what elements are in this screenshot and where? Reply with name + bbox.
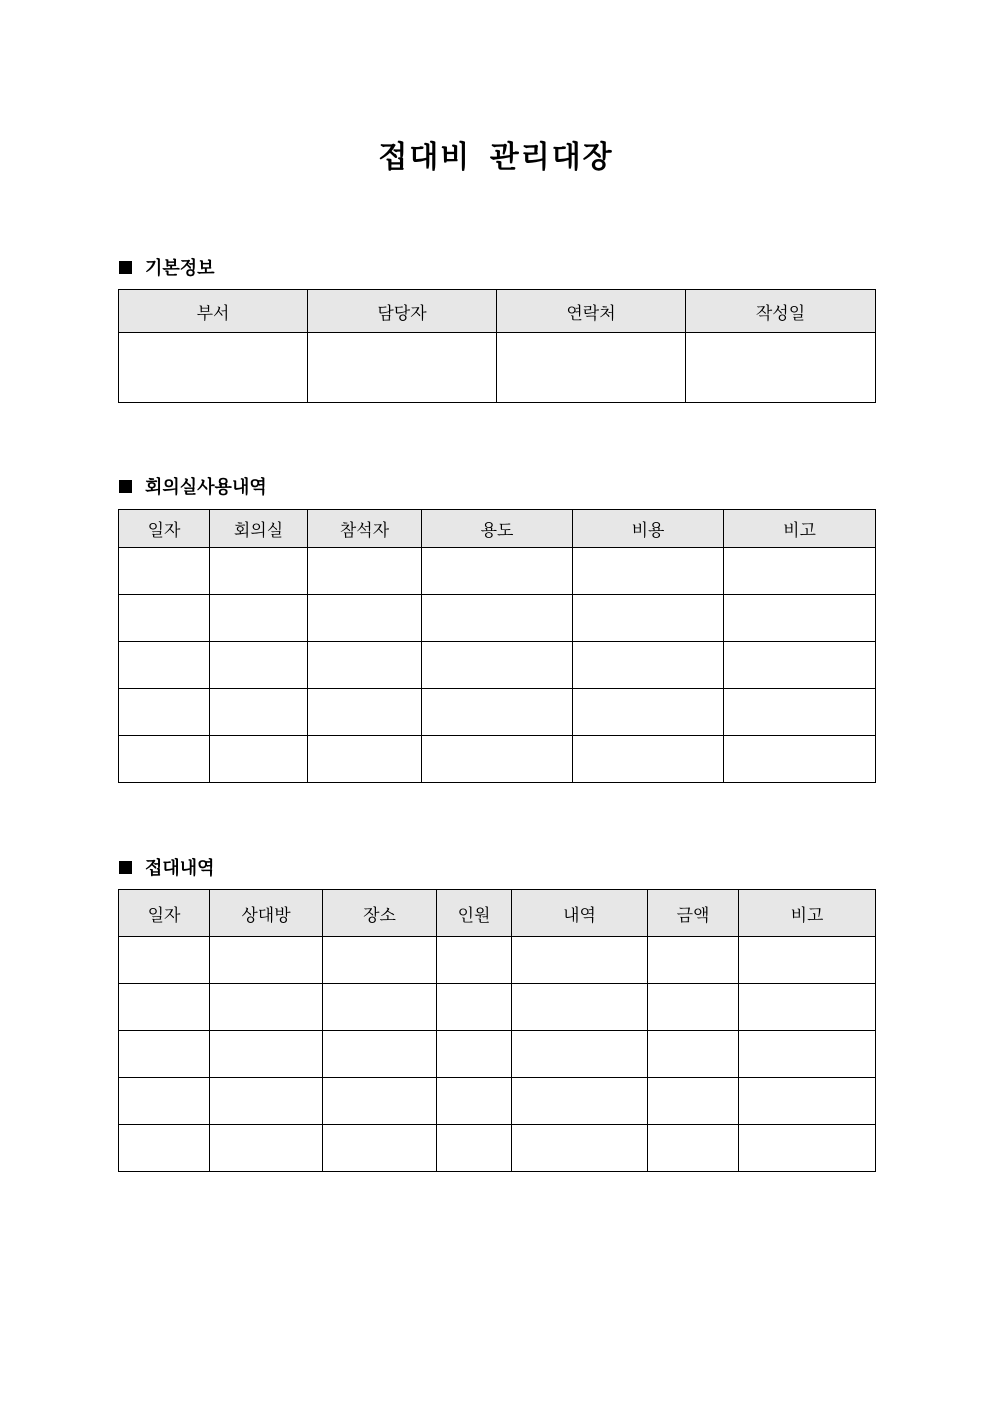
table-cell[interactable] <box>724 642 876 689</box>
table-header-row <box>119 510 876 548</box>
table-cell[interactable] <box>437 1078 512 1125</box>
table-cell[interactable] <box>437 984 512 1031</box>
table-cell[interactable] <box>308 548 422 595</box>
section-heading-meeting-room <box>119 473 267 499</box>
column-header: 비고 <box>739 890 876 937</box>
table-cell[interactable] <box>724 595 876 642</box>
table-cell[interactable] <box>119 1078 210 1125</box>
table-cell[interactable] <box>573 736 724 783</box>
column-header: 회의실 <box>210 510 308 548</box>
table-cell[interactable] <box>739 937 876 984</box>
table-cell[interactable] <box>119 642 210 689</box>
table-cell[interactable] <box>210 548 308 595</box>
basic-info-table <box>118 289 876 403</box>
section-heading-basic-info <box>119 254 215 280</box>
column-header: 인원 <box>437 890 512 937</box>
meeting-room-table <box>118 509 876 783</box>
manager-cell[interactable] <box>308 333 497 403</box>
column-header: 내역 <box>512 890 648 937</box>
square-bullet-icon <box>119 480 132 493</box>
table-cell[interactable] <box>512 1031 648 1078</box>
table-cell[interactable] <box>323 1125 437 1172</box>
table-cell[interactable] <box>512 1125 648 1172</box>
entertainment-table <box>118 889 876 1172</box>
contact-cell[interactable] <box>497 333 686 403</box>
table-cell[interactable] <box>422 595 573 642</box>
table-row <box>119 984 876 1031</box>
table-cell[interactable] <box>308 689 422 736</box>
table-header-row <box>119 890 876 937</box>
table-cell[interactable] <box>119 1031 210 1078</box>
table-cell[interactable] <box>512 984 648 1031</box>
column-header: 용도 <box>422 510 573 548</box>
table-cell[interactable] <box>210 595 308 642</box>
table-cell[interactable] <box>648 1078 739 1125</box>
table-cell[interactable] <box>422 689 573 736</box>
table-cell[interactable] <box>210 689 308 736</box>
table-cell[interactable] <box>210 1031 323 1078</box>
table-row <box>119 595 876 642</box>
table-row <box>119 1031 876 1078</box>
table-cell[interactable] <box>573 689 724 736</box>
section-title: 기본정보 <box>145 258 215 279</box>
table-cell[interactable] <box>308 642 422 689</box>
table-row <box>119 333 876 403</box>
table-cell[interactable] <box>210 984 323 1031</box>
table-row <box>119 1125 876 1172</box>
table-cell[interactable] <box>210 736 308 783</box>
table-cell[interactable] <box>573 595 724 642</box>
table-cell[interactable] <box>210 1078 323 1125</box>
table-cell[interactable] <box>308 736 422 783</box>
table-row <box>119 1078 876 1125</box>
table-cell[interactable] <box>437 937 512 984</box>
table-cell[interactable] <box>210 1125 323 1172</box>
square-bullet-icon <box>119 261 132 274</box>
table-cell[interactable] <box>724 736 876 783</box>
page-title: 접대비 관리대장 <box>378 140 614 175</box>
table-cell[interactable] <box>323 1078 437 1125</box>
table-cell[interactable] <box>648 937 739 984</box>
date-written-cell[interactable] <box>686 333 876 403</box>
column-header: 장소 <box>323 890 437 937</box>
table-cell[interactable] <box>119 736 210 783</box>
table-row <box>119 736 876 783</box>
table-cell[interactable] <box>119 548 210 595</box>
table-cell[interactable] <box>308 595 422 642</box>
table-cell[interactable] <box>422 736 573 783</box>
column-header: 참석자 <box>308 510 422 548</box>
table-cell[interactable] <box>724 548 876 595</box>
table-header-row <box>119 290 876 333</box>
section-heading-entertainment <box>119 854 215 880</box>
table-cell[interactable] <box>739 984 876 1031</box>
table-row <box>119 642 876 689</box>
table-cell[interactable] <box>422 642 573 689</box>
table-cell[interactable] <box>648 984 739 1031</box>
table-cell[interactable] <box>210 642 308 689</box>
table-row <box>119 548 876 595</box>
table-cell[interactable] <box>437 1125 512 1172</box>
column-header: 작성일 <box>686 290 876 333</box>
column-header: 비용 <box>573 510 724 548</box>
column-header: 일자 <box>119 510 210 548</box>
table-cell[interactable] <box>323 1031 437 1078</box>
column-header: 담당자 <box>308 290 497 333</box>
column-header: 상대방 <box>210 890 323 937</box>
column-header: 비고 <box>724 510 876 548</box>
table-cell[interactable] <box>119 689 210 736</box>
section-title: 접대내역 <box>145 858 215 879</box>
column-header: 부서 <box>119 290 308 333</box>
column-header: 일자 <box>119 890 210 937</box>
table-cell[interactable] <box>437 1031 512 1078</box>
table-cell[interactable] <box>648 1031 739 1078</box>
table-cell[interactable] <box>648 1125 739 1172</box>
table-cell[interactable] <box>119 984 210 1031</box>
table-cell[interactable] <box>739 1031 876 1078</box>
table-cell[interactable] <box>739 1125 876 1172</box>
table-cell[interactable] <box>512 937 648 984</box>
square-bullet-icon <box>119 861 132 874</box>
section-title: 회의실사용내역 <box>145 477 267 498</box>
table-cell[interactable] <box>119 1125 210 1172</box>
table-cell[interactable] <box>119 937 210 984</box>
table-cell[interactable] <box>119 595 210 642</box>
table-cell[interactable] <box>323 984 437 1031</box>
table-cell[interactable] <box>323 937 437 984</box>
department-cell[interactable] <box>119 333 308 403</box>
table-cell[interactable] <box>724 689 876 736</box>
table-cell[interactable] <box>422 548 573 595</box>
table-cell[interactable] <box>210 937 323 984</box>
table-cell[interactable] <box>573 642 724 689</box>
table-cell[interactable] <box>573 548 724 595</box>
table-cell[interactable] <box>512 1078 648 1125</box>
column-header: 연락처 <box>497 290 686 333</box>
column-header: 금액 <box>648 890 739 937</box>
table-row <box>119 937 876 984</box>
table-cell[interactable] <box>739 1078 876 1125</box>
table-row <box>119 689 876 736</box>
